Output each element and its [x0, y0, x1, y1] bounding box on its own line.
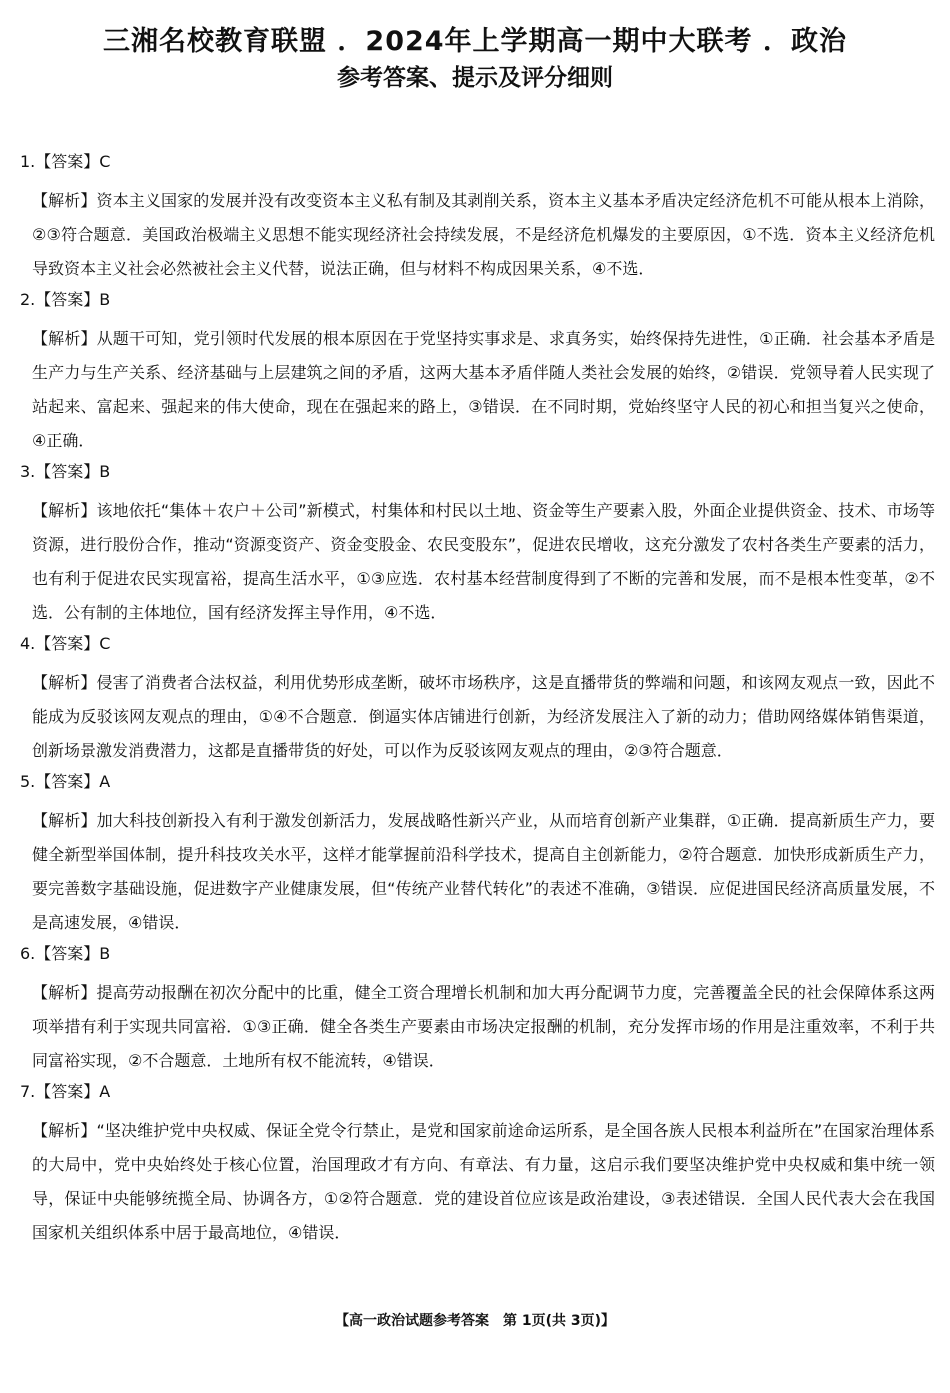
- question-item-7: [20, 1080, 935, 1250]
- analysis-paragraph: [20, 1114, 935, 1250]
- analysis-tag: 【解析】: [32, 673, 97, 692]
- analysis-text: 提高劳动报酬在初次分配中的比重，健全工资合理增长机制和加大再分配调节力度，完善覆盖全民的社会保障体系这两项举措有利于实现共同富裕．①③正确．健全各类生产要素由市场决定报酬的机制，充分发挥市场的作用是注重效率，不利于共同富裕实现，②不合题意．土地所有权不能流转，④错误．: [32, 983, 935, 1070]
- answer-tag: 【答案】: [35, 634, 100, 653]
- analysis-text: 该地依托“集体＋农户＋公司”新模式，村集体和村民以土地、资金等生产要素入股，外面企业提供资金、技术、市场等资源，进行股份合作，推动“资源变资产、资金变股金、农民变股东”，促进农民增收，这充分激发了农村各类生产要素的活力，也有利于促进农民实现富裕，提高生活水平，①③应选．农村基本经营制度得到了不断的完善和发展，而不是根本性变革，②不选．公有制的主体地位，国有经济发挥主导作用，④不选．: [32, 501, 935, 622]
- answer-value: B: [99, 462, 111, 481]
- answer-line: [20, 1080, 935, 1104]
- analysis-paragraph: [20, 976, 935, 1078]
- answer-value: B: [99, 290, 111, 309]
- answer-line: [20, 770, 935, 794]
- question-item-1: [20, 150, 935, 286]
- answer-tag: 【答案】: [35, 462, 100, 481]
- analysis-tag: 【解析】: [32, 811, 97, 830]
- answer-tag: 【答案】: [35, 944, 100, 963]
- question-item-2: [20, 288, 935, 458]
- page-footer: 【高一政治试题参考答案 第 1页(共 3页)】: [334, 1313, 616, 1329]
- question-item-5: [20, 770, 935, 940]
- answer-line: [20, 632, 935, 656]
- question-item-6: [20, 942, 935, 1078]
- answer-line: [20, 288, 935, 312]
- analysis-text: 加大科技创新投入有利于激发创新活力，发展战略性新兴产业，从而培育创新产业集群，①正确．提高新质生产力，要健全新型举国体制，提升科技攻关水平，这样才能掌握前沿科学技术，提高自主创新能力，②符合题意．加快形成新质生产力，要完善数字基础设施，促进数字产业健康发展，但“传统产业替代转化”的表述不准确，③错误．应促进国民经济高质量发展，不是高速发展，④错误．: [32, 811, 935, 932]
- analysis-tag: 【解析】: [32, 501, 97, 520]
- question-item-4: [20, 632, 935, 768]
- analysis-paragraph: [20, 322, 935, 458]
- analysis-text: 从题干可知，党引领时代发展的根本原因在于党坚持实事求是、求真务实，始终保持先进性，①正确．社会基本矛盾是生产力与生产关系、经济基础与上层建筑之间的矛盾，这两大基本矛盾伴随人类社会发展的始终，②错误．党领导着人民实现了站起来、富起来、强起来的伟大使命，现在在强起来的路上，③错误．在不同时期，党始终坚守人民的初心和担当复兴之使命，④正确．: [32, 329, 935, 450]
- answer-value: C: [99, 634, 111, 653]
- page-title: 三湘名校教育联盟 ．2024年上学期高一期中大联考 ．政治: [103, 26, 847, 57]
- question-number: 1.: [20, 152, 36, 171]
- analysis-text: “坚决维护党中央权威、保证全党令行禁止，是党和国家前途命运所系，是全国各族人民根本利益所在”在国家治理体系的大局中，党中央始终处于核心位置，治国理政才有方向、有章法、有力量，这启示我们要坚决维护党中央权威和集中统一领导，保证中央能够统揽全局、协调各方，①②符合题意．党的建设首位应该是政治建设，③表述错误．全国人民代表大会在我国国家机关组织体系中居于最高地位，④错误．: [32, 1121, 935, 1242]
- analysis-text: 资本主义国家的发展并没有改变资本主义私有制及其剥削关系，资本主义基本矛盾决定经济危机不可能从根本上消除，②③符合题意．美国政治极端主义思想不能实现经济社会持续发展，不是经济危机爆发的主要原因，①不选．资本主义经济危机导致资本主义社会必然被社会主义代替，说法正确，但与材料不构成因果关系，④不选．: [32, 191, 935, 278]
- question-number: 6.: [20, 944, 36, 963]
- answer-tag: 【答案】: [35, 1082, 100, 1101]
- answer-line: [20, 942, 935, 966]
- analysis-tag: 【解析】: [32, 1121, 97, 1140]
- question-number: 7.: [20, 1082, 36, 1101]
- answer-tag: 【答案】: [35, 290, 100, 309]
- answer-value: A: [99, 1082, 111, 1101]
- question-item-3: [20, 460, 935, 630]
- question-number: 5.: [20, 772, 36, 791]
- answer-list: [20, 150, 935, 1252]
- analysis-paragraph: [20, 804, 935, 940]
- answer-line: [20, 460, 935, 484]
- analysis-tag: 【解析】: [32, 983, 97, 1002]
- analysis-text: 侵害了消费者合法权益，利用优势形成垄断，破坏市场秩序，这是直播带货的弊端和问题，和该网友观点一致，因此不能成为反驳该网友观点的理由，①④不合题意．倒逼实体店铺进行创新，为经济发展注入了新的动力；借助网络媒体销售渠道，创新场景激发消费潜力，这都是直播带货的好处，可以作为反驳该网友观点的理由，②③符合题意．: [32, 673, 935, 760]
- answer-value: B: [99, 944, 111, 963]
- answer-tag: 【答案】: [35, 772, 100, 791]
- analysis-paragraph: [20, 494, 935, 630]
- answer-value: C: [99, 152, 111, 171]
- question-number: 4.: [20, 634, 36, 653]
- question-number: 2.: [20, 290, 36, 309]
- answer-line: [20, 150, 935, 174]
- analysis-tag: 【解析】: [32, 191, 97, 210]
- analysis-paragraph: [20, 184, 935, 286]
- page-subtitle: 参考答案、提示及评分细则: [337, 65, 613, 91]
- answer-tag: 【答案】: [35, 152, 100, 171]
- answer-value: A: [99, 772, 111, 791]
- analysis-tag: 【解析】: [32, 329, 97, 348]
- analysis-paragraph: [20, 666, 935, 768]
- question-number: 3.: [20, 462, 36, 481]
